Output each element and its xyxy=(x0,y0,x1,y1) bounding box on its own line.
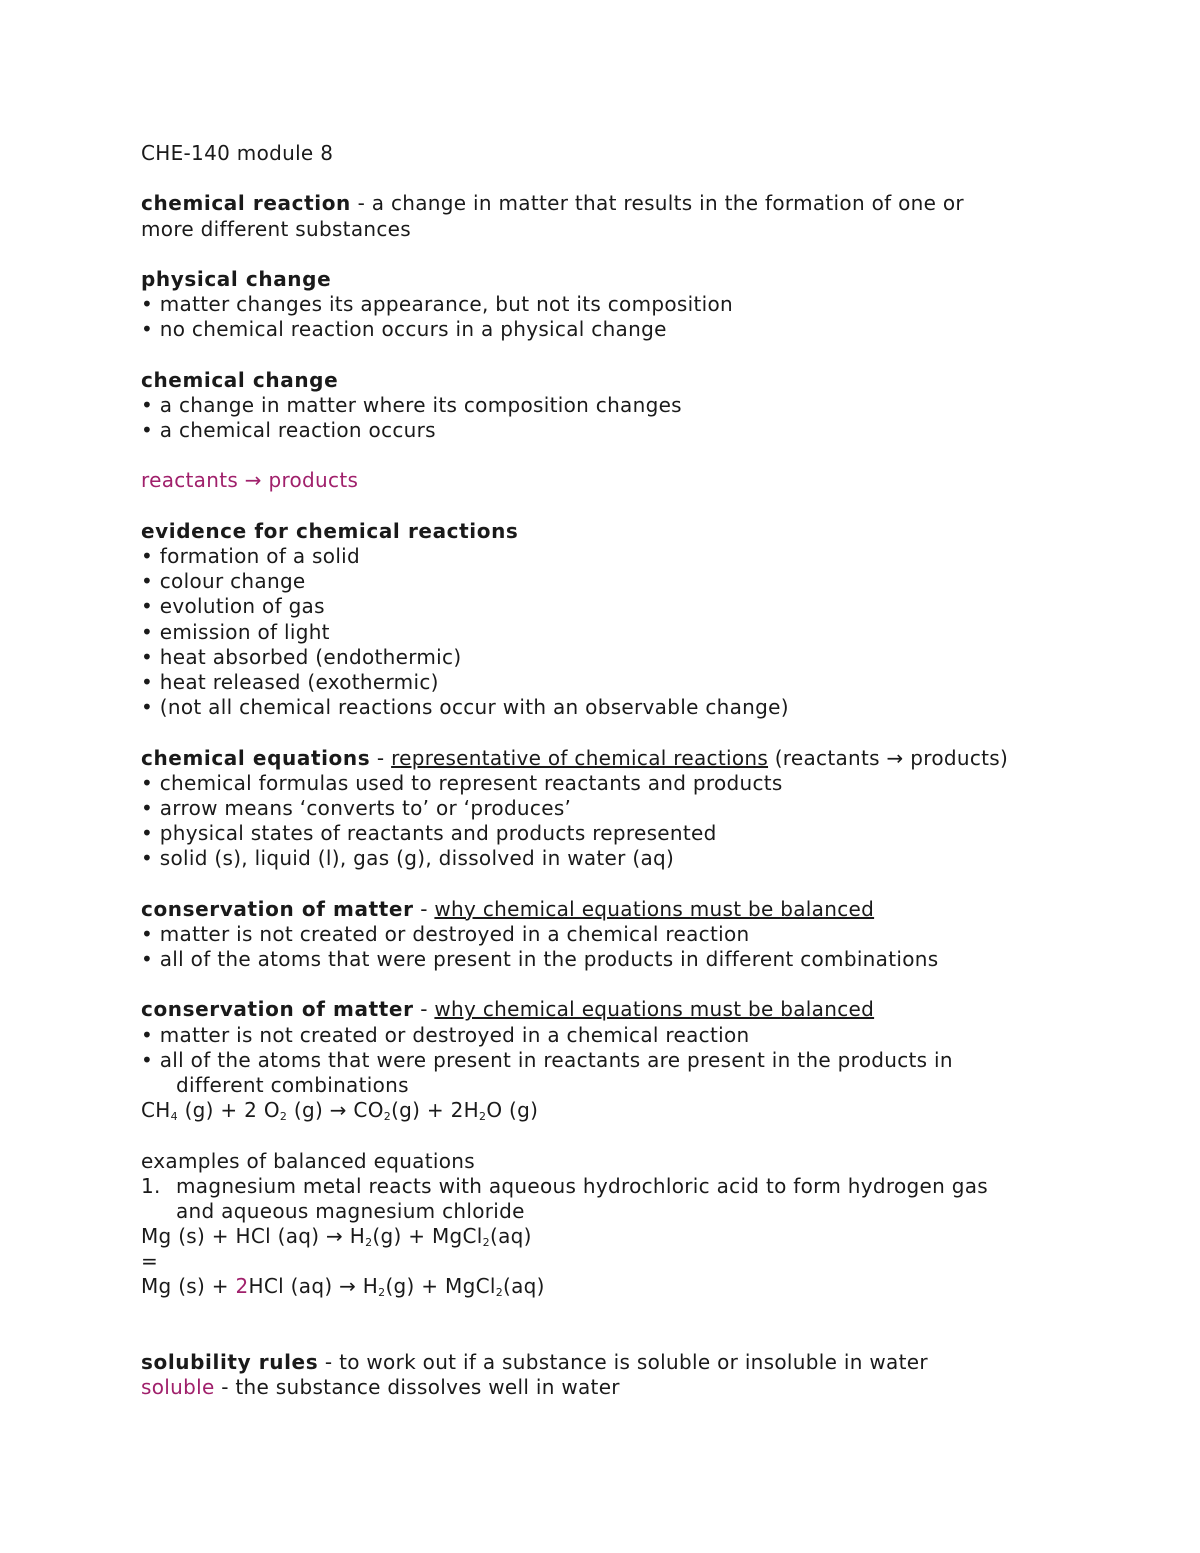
list-item: • all of the atoms that were present in reactants are present in the products in xyxy=(141,1047,953,1072)
list-item-continuation: different combinations xyxy=(176,1072,409,1097)
soluble-definition: soluble - the substance dissolves well in water xyxy=(141,1375,620,1400)
document-body xyxy=(141,141,1101,1400)
list-item: • arrow means ‘converts to’ or ‘produces’ xyxy=(141,795,572,820)
term-chemical-equations: chemical equations xyxy=(141,745,371,770)
equation-balanced: Mg (s) + 2HCl $(aq) \to H_2(g)$ + MgCl$_2$(aq) xyxy=(141,1274,545,1300)
equation-methane-combustion: $CH_4$ (g) + 2 $O_2$ $(g) \to CO_2(g) + 2H_2O$ (g) xyxy=(141,1098,539,1124)
heading-physical-change: physical change xyxy=(141,266,332,291)
list-item: • chemical formulas used to represent reactants and products xyxy=(141,770,783,795)
list-item: • evolution of gas xyxy=(141,594,325,619)
underlined-text: why chemical equations must be balanced xyxy=(434,896,875,921)
page-title: CHE-140 module 8 xyxy=(141,141,334,165)
term-conservation-of-matter: conservation of matter xyxy=(141,896,414,921)
conservation-definition: conservation of matter - why chemical equations must be balanced xyxy=(141,997,875,1022)
heading-examples: examples of balanced equations xyxy=(141,1148,475,1173)
list-item: • colour change xyxy=(141,569,306,594)
coefficient-highlight: 2 xyxy=(235,1274,249,1299)
reactants-products-note: reactants → products xyxy=(141,468,359,493)
chemical-equations-definition: chemical equations - representative of chemical reactions (reactants → products) xyxy=(141,745,1009,770)
list-item: • heat absorbed (endothermic) xyxy=(141,644,462,669)
list-item: • physical states of reactants and products represented xyxy=(141,821,717,846)
chemical-reaction-definition: chemical reaction - a change in matter that results in the formation of one or xyxy=(141,191,964,216)
list-item: • formation of a solid xyxy=(141,544,361,568)
equals-sign: = xyxy=(141,1249,159,1274)
underlined-text: representative of chemical reactions xyxy=(391,745,769,770)
list-item: • no chemical reaction occurs in a physical change xyxy=(141,317,667,342)
list-item: • matter is not created or destroyed in a chemical reaction xyxy=(141,1022,750,1047)
list-item: • solid (s), liquid (l), gas (g), dissolved in water (aq) xyxy=(141,846,675,871)
term-soluble: soluble xyxy=(141,1375,215,1400)
item-number: 1. xyxy=(141,1173,161,1198)
heading-chemical-change: chemical change xyxy=(141,367,339,392)
list-item: • matter changes its appearance, but not its composition xyxy=(141,292,733,317)
solubility-definition: solubility rules - to work out if a substance is soluble or insoluble in water xyxy=(141,1350,928,1375)
conservation-definition: conservation of matter - why chemical equations must be balanced xyxy=(141,896,875,921)
definition-continuation: more different substances xyxy=(141,216,411,241)
underlined-text: why chemical equations must be balanced xyxy=(434,997,875,1022)
list-item: • (not all chemical reactions occur with an observable change) xyxy=(141,695,789,720)
list-item: • emission of light xyxy=(141,619,330,644)
heading-evidence: evidence for chemical reactions xyxy=(141,518,519,543)
list-item: • a chemical reaction occurs xyxy=(141,418,436,443)
equation-unbalanced: Mg (s) + HCl $(aq) \to H_2(g)$ + MgCl$_2$(aq) xyxy=(141,1224,532,1250)
definition-text: a change in matter that results in the formation of one or xyxy=(371,191,964,216)
term-chemical-reaction: chemical reaction xyxy=(141,191,351,216)
list-item: • heat released (exothermic) xyxy=(141,669,439,694)
numbered-item: 1. magnesium metal reacts with aqueous hydrochloric acid to form hydrogen gas xyxy=(141,1173,989,1198)
list-item: • all of the atoms that were present in the products in different combinations xyxy=(141,947,939,971)
term-solubility-rules: solubility rules xyxy=(141,1350,319,1375)
list-item: • matter is not created or destroyed in a chemical reaction xyxy=(141,921,750,946)
numbered-item-continuation: and aqueous magnesium chloride xyxy=(176,1198,525,1223)
list-item: • a change in matter where its composition changes xyxy=(141,392,682,417)
term-conservation-of-matter: conservation of matter xyxy=(141,997,414,1022)
